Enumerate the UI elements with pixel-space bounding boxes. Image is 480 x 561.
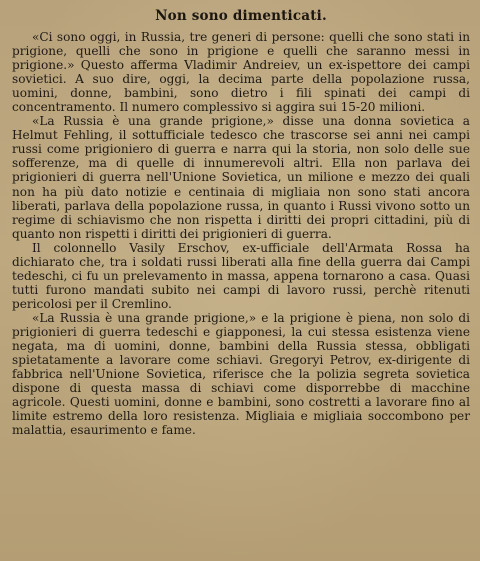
paragraph-3: Il colonnello Vasily Erschov, ex-ufficiale dell'Armata Rossa ha dichiarato che, tra i soldati russi liberati alla fine della guerra dai Campi tedeschi, ci fu un prelevamento in massa, appena tornarono a casa. Quasi tutti furono mandati subito nei campi di lavoro russi, perchè ritenuti pericolosi per il Cremlino. bbox=[12, 240, 470, 311]
paragraph-1: «Ci sono oggi, in Russia, tre generi di persone: quelli che sono stati in prigione, quelli che sono in prigione e quelli che saranno messi in prigione.» Questo afferma Vladimir Andreiev, un ex-ispettore dei campi sovietici. A suo dire, oggi, la decima parte della popolazione russa, uomini, donne, bambini, sono dietro i fili spinati dei campi di concentramento. Il numero complessivo si aggira sui 15-20 milioni. bbox=[12, 30, 470, 115]
paragraph-4: «La Russia è una grande prigione,» e la prigione è piena, non solo di prigionieri di guerra tedeschi e giapponesi, la cui stessa esistenza viene negata, ma di uomini, donne, bambini della Russia stessa, obbligati spietatamente a lavorare come schiavi. Gregoryi Petrov, ex-dirigente di fabbrica nell'Unione Sovietica, riferisce che la polizia segreta sovietica dispone di questa massa di schiavi come disporrebbe di macchine agricole. Questi uomini, donne e bambini, sono costretti a lavorare fino al limite estremo della loro resistenza. Migliaia e migliaia soccombono per malattia, esaurimento e fame. bbox=[12, 310, 470, 438]
page-title: Non sono dimenticati. bbox=[155, 8, 327, 24]
paragraph-2: «La Russia è una grande prigione,» disse una donna sovietica a Helmut Fehling, il sottufficiale tedesco che trascorse sei anni nei campi russi come prigioniero di guerra e narra qui la storia, non solo delle sue sofferenze, ma di quelle di innumerevoli altri. Ella non parlava dei prigionieri di guerra nell'Unione Sovietica, un milione e mezzo dei quali non ha più dato notizie e centinaia di migliaia non sono stati ancora liberati, parlava della popolazione russa, in quanto i Russi vivono sotto un regime di schiavismo che non rispetta i diritti dei propri cittadini, più di quanto non rispetti i diritti dei prigionieri di guerra. bbox=[12, 114, 470, 241]
